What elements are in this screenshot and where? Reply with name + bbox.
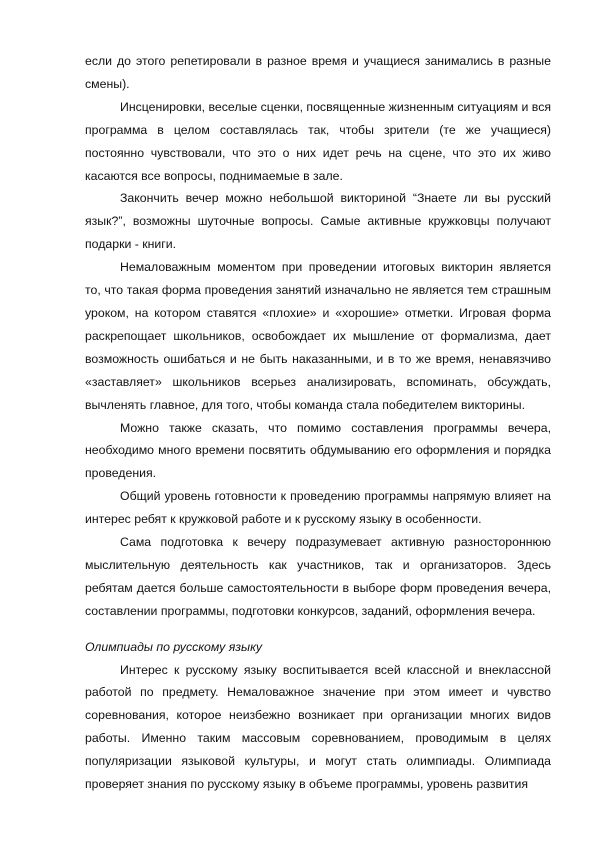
- paragraph-olympiads: Интерес к русскому языку воспитывается всей классной и внеклассной работой по предмету. Немаловажное значение при этом имеет и чувство соревнования, которое неизбежно возникает при организации многих видов работы. Именно таким массовым соревнованием, проводимым в целях популяризации языковой культуры, и могут стать олимпиады. Олимпиада проверяет знания по русскому языку в объеме программы, уровень развития: [85, 662, 551, 792]
- paragraph-readiness: Общий уровень готовности к проведению программы напрямую влияет на интерес ребят к кружковой работе и к русскому языку в особенности.: [85, 489, 551, 527]
- paragraph-continued: если до этого репетировали в разное время и учащиеся занимались в разные смены).: [85, 54, 551, 91]
- paragraph-staging: Инсценировки, веселые сценки, посвященные жизненным ситуациям и вся программа в целом составлялась так, чтобы зрители (те же учащиеся) постоянно чувствовали, что это о них идет речь на сцене, что это их живо касаются все вопросы, поднимаемые в зале.: [85, 99, 551, 183]
- paragraph-quiz-ending: Закончить вечер можно небольшой викториной “Знаете ли вы русский язык?”, возможны шуточные вопросы. Самые активные кружковцы получают подарки - книги.: [85, 191, 551, 252]
- paragraph-preparation: Сама подготовка к вечеру подразумевает активную разностороннюю мыслительную деятельность как участников, так и организаторов. Здесь ребятам дается больше самостоятельности в выборе форм проведения вечера, составлении программы, подготовки конкурсов, заданий, оформления вечера.: [85, 535, 551, 618]
- section-heading: Олимпиады по русскому языку: [85, 639, 263, 654]
- document-page: [85, 50, 551, 796]
- paragraph-program-design: Можно также сказать, что помимо составления программы вечера, необходимо много времени посвятить обдумыванию его оформления и порядка проведения.: [85, 420, 551, 481]
- paragraph-final-quizzes: Немаловажным моментом при проведении итоговых викторин является то, что такая форма проведения занятий изначально не является тем страшным уроком, на котором ставятся «плохие» и «хорошие» отметки. Игровая форма раскрепощает школьников, освобождает их мышление от формализма, дает возможность ошибаться и не быть наказанными, и в то же время, ненавязчиво «заставляет» школьников всерьез анализировать, вспоминать, обсуждать, вычленять главное, для того, чтобы команда стала победителем викторины.: [85, 260, 551, 412]
